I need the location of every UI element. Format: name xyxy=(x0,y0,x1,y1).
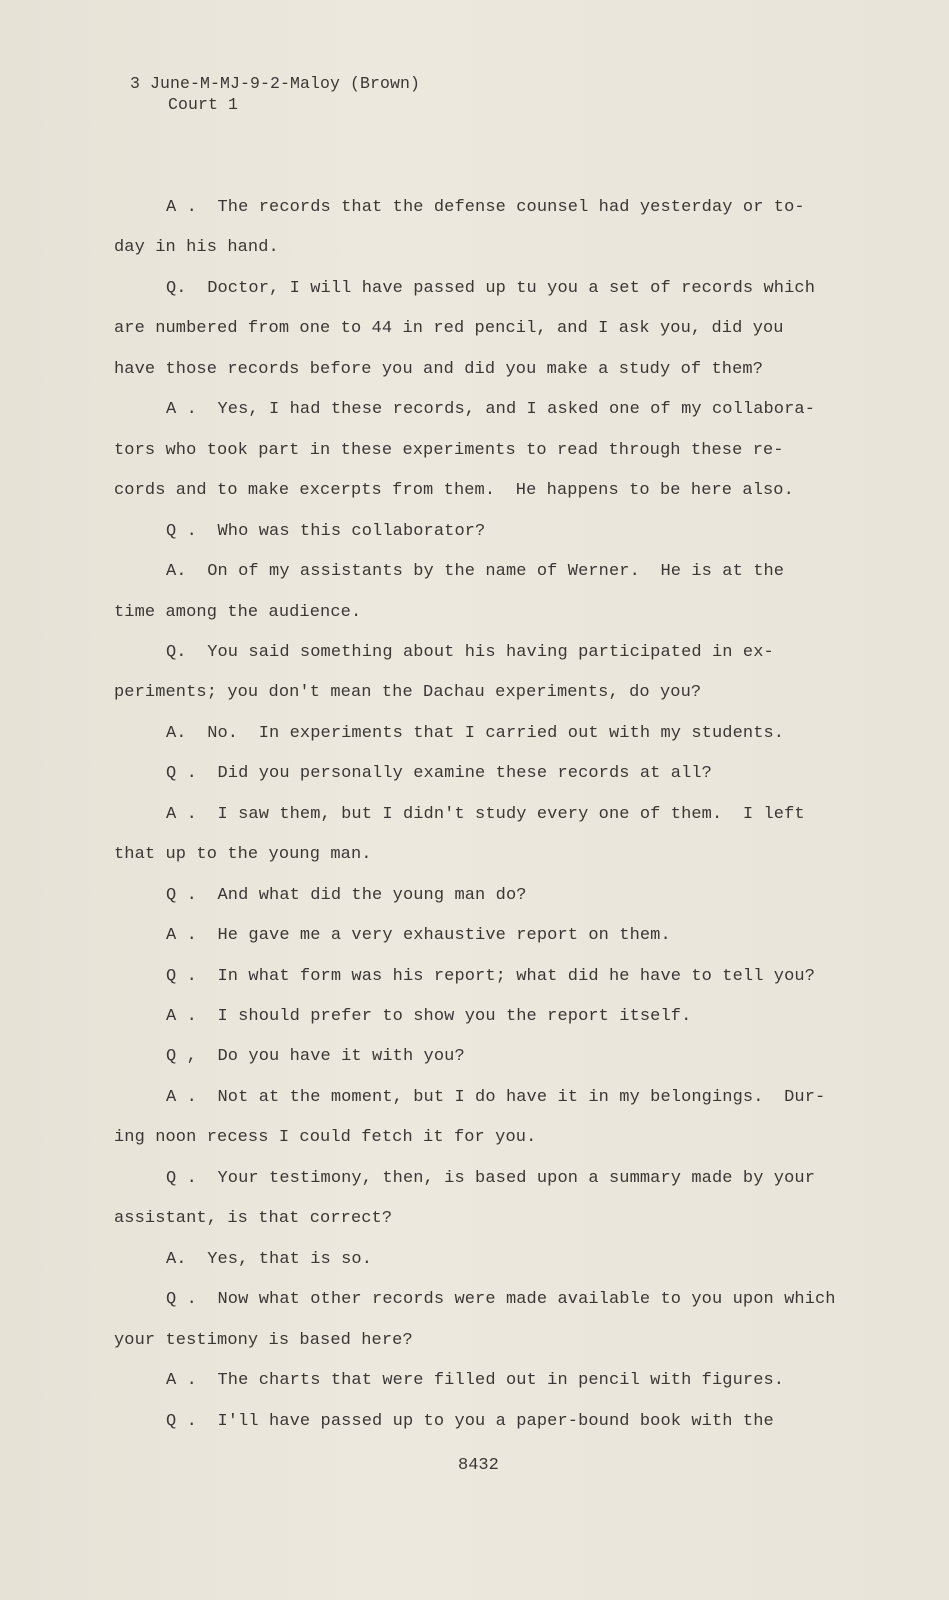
transcript-line: Q. Doctor, I will have passed up tu you a set of records which xyxy=(166,278,816,298)
transcript-line: cords and to make excerpts from them. He happens to be here also. xyxy=(114,481,794,501)
transcript-line: that up to the young man. xyxy=(114,845,372,865)
transcript-line: Q . And what did the young man do? xyxy=(166,885,527,905)
transcript-line: Q . I'll have passed up to you a paper-bound book with the xyxy=(166,1411,774,1431)
transcript-line: Q . Your testimony, then, is based upon a summary made by your xyxy=(166,1168,816,1188)
transcript-line: assistant, is that correct? xyxy=(114,1209,393,1229)
transcript-line: A. No. In experiments that I carried out with my students. xyxy=(166,723,785,743)
transcript-line: A . The charts that were filled out in pencil with figures. xyxy=(166,1371,785,1391)
header-court: Court 1 xyxy=(168,95,239,114)
transcript-line: A . I saw them, but I didn't study every one of them. I left xyxy=(166,804,805,824)
transcript-line: periments; you don't mean the Dachau experiments, do you? xyxy=(114,683,702,703)
transcript-line: A . The records that the defense counsel had yesterday or to- xyxy=(166,198,805,217)
transcript-line: have those records before you and did you make a study of them? xyxy=(114,359,764,379)
header-case-reference: 3 June-M-MJ-9-2-Maloy (Brown) xyxy=(130,74,421,93)
transcript-line: are numbered from one to 44 in red pencil, and I ask you, did you xyxy=(114,319,784,339)
transcript-line: your testimony is based here? xyxy=(114,1330,413,1350)
transcript-line: Q . Who was this collaborator? xyxy=(166,521,486,541)
transcript-line: A . He gave me a very exhaustive report on them. xyxy=(166,926,671,946)
transcript-line: Q . Did you personally examine these records at all? xyxy=(166,764,712,784)
transcript-line: Q. You said something about his having participated in ex- xyxy=(166,642,774,662)
page-number: 8432 xyxy=(458,1456,499,1475)
transcript-line: A . Yes, I had these records, and I asked one of my collabora- xyxy=(166,400,816,420)
transcript-line: Q . Now what other records were made available to you upon which xyxy=(166,1290,836,1310)
transcript-line: A. Yes, that is so. xyxy=(166,1249,373,1269)
transcript-line: A. On of my assistants by the name of Werner. He is at the xyxy=(166,562,785,582)
transcript-line: A . Not at the moment, but I do have it in my belongings. Dur- xyxy=(166,1087,826,1107)
transcript-line: A . I should prefer to show you the report itself. xyxy=(166,1007,692,1026)
transcript-line: Q . In what form was his report; what did he have to tell you? xyxy=(166,966,816,986)
transcript-line: time among the audience. xyxy=(114,602,362,622)
transcript-line: Q , Do you have it with you? xyxy=(166,1047,465,1067)
transcript-line: day in his hand. xyxy=(114,238,279,258)
transcript-line: tors who took part in these experiments to read through these re- xyxy=(114,440,784,460)
transcript-line: ing noon recess I could fetch it for you. xyxy=(114,1128,537,1148)
